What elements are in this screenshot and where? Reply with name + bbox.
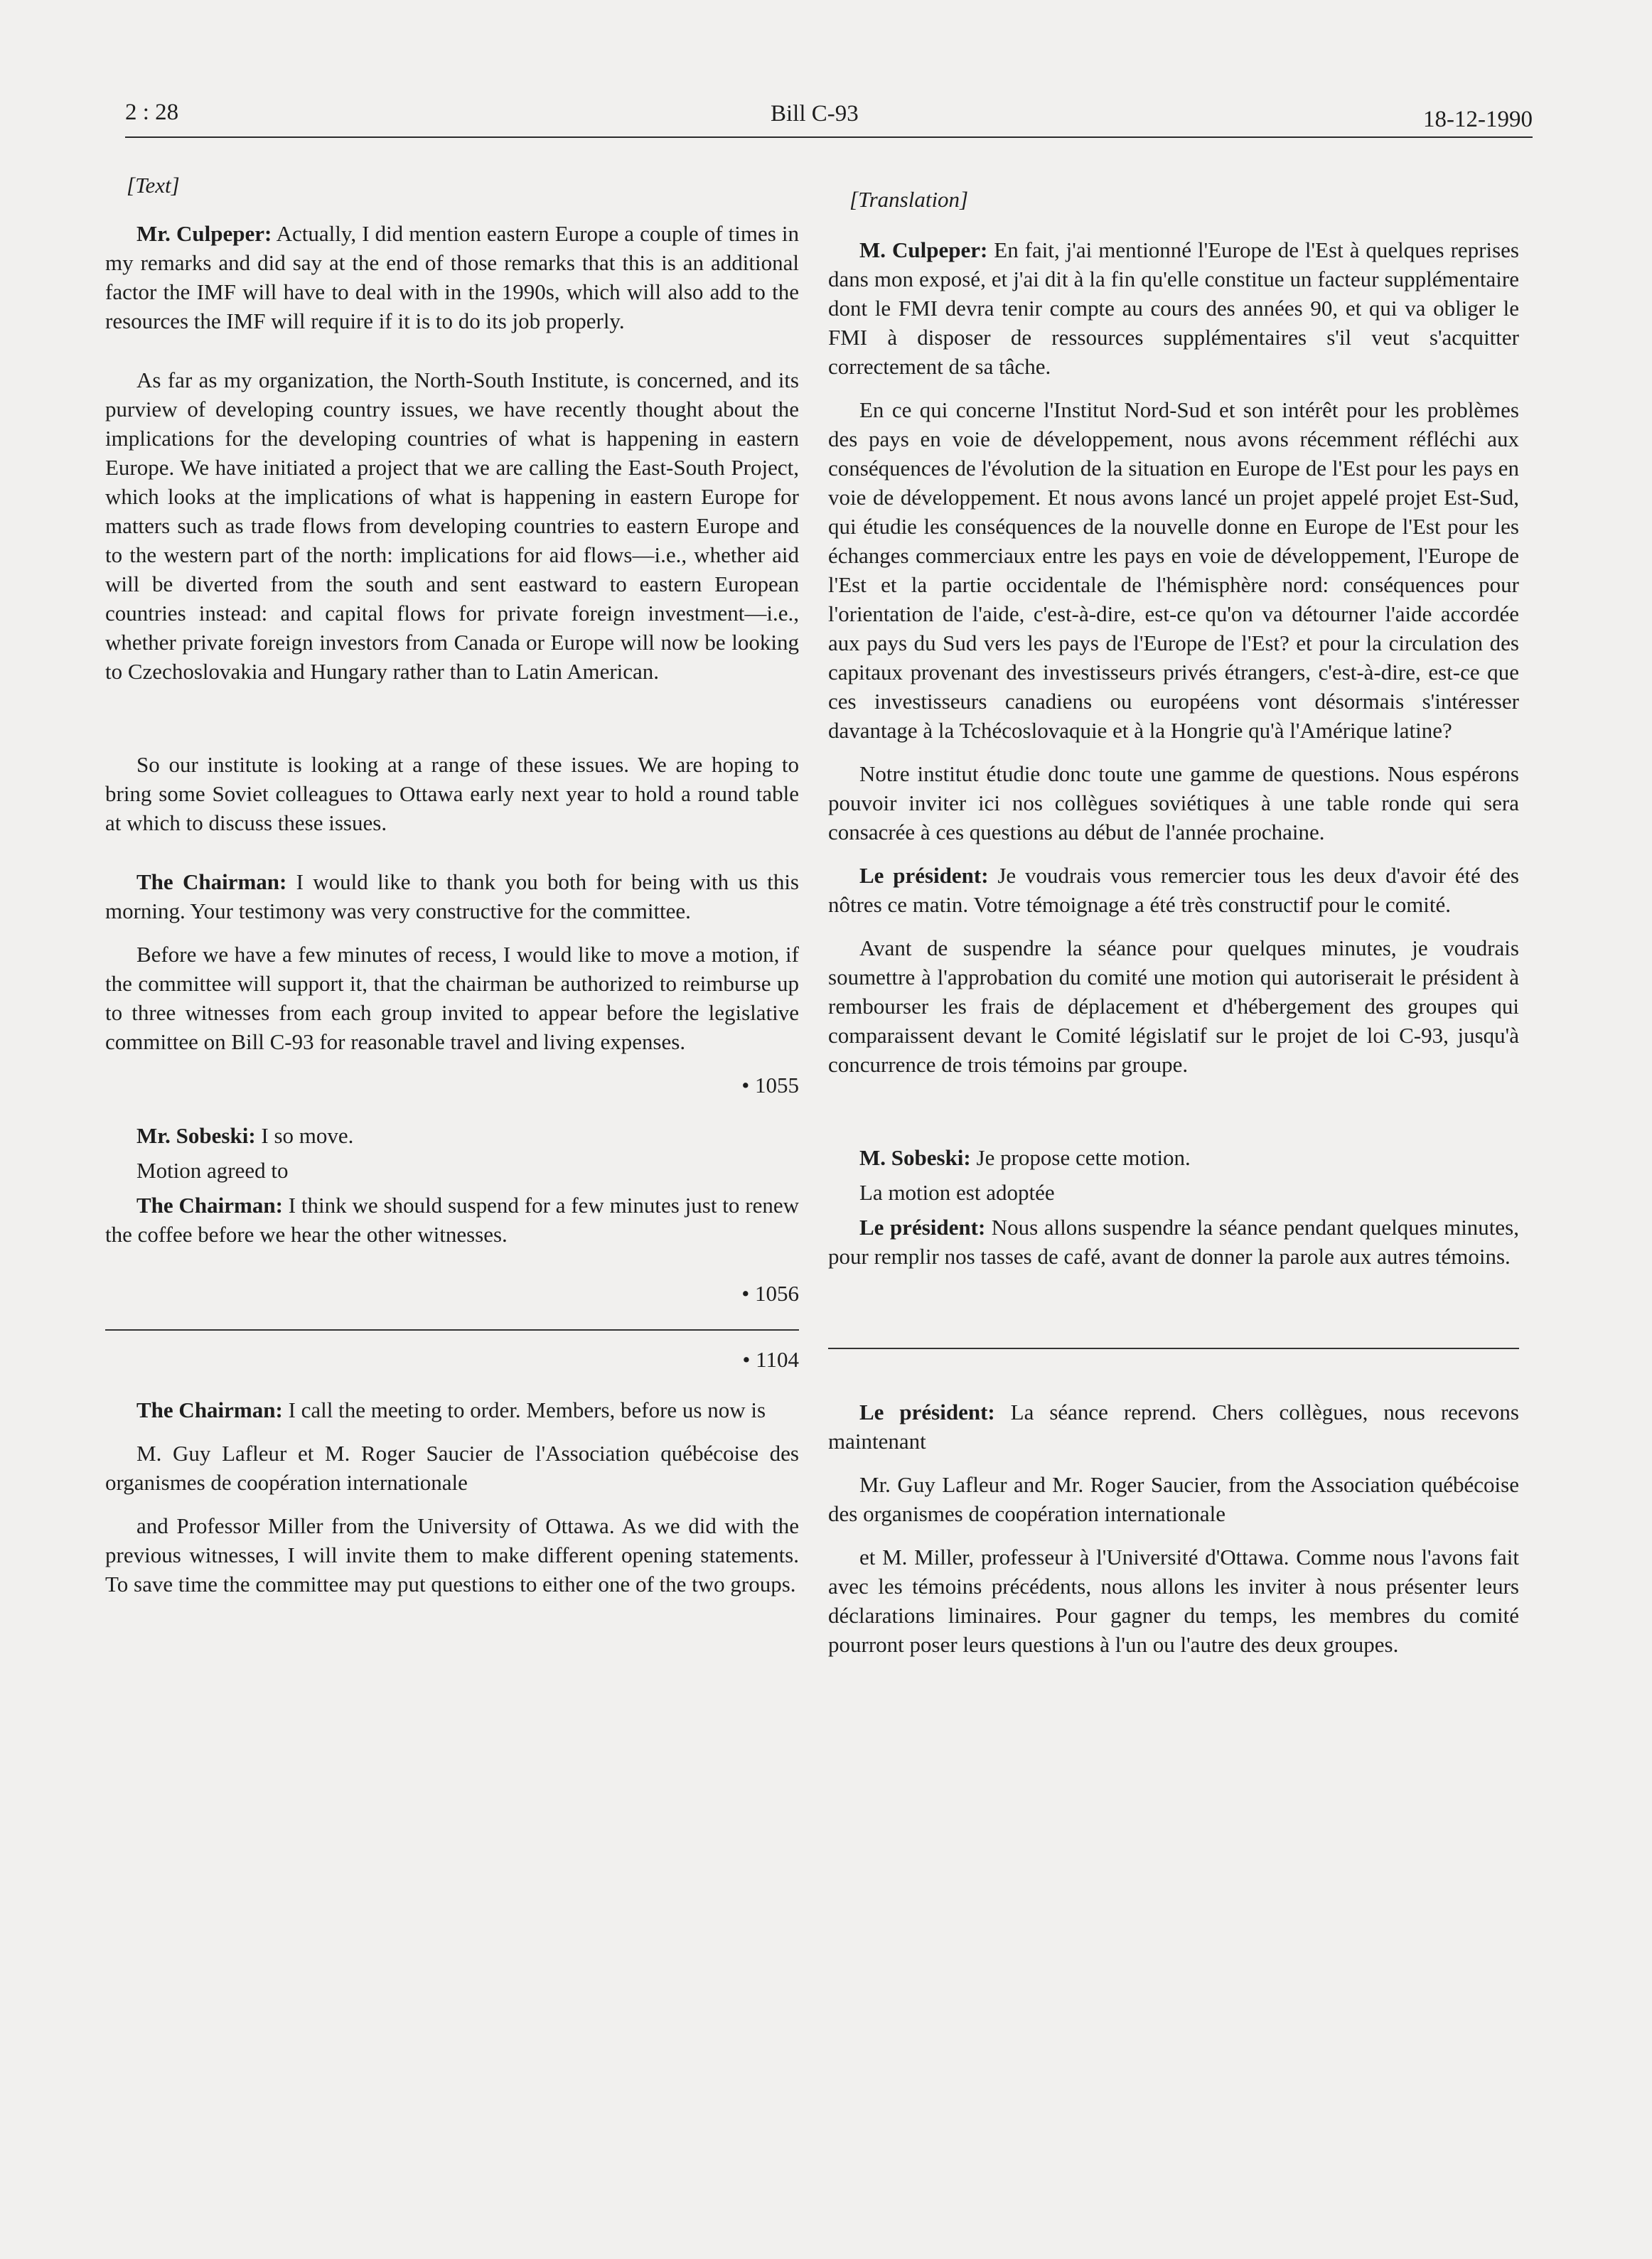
paragraph: La motion est adoptée — [859, 1180, 1055, 1205]
paragraph — [105, 1395, 799, 1424]
speech-text: Je propose cette motion. — [970, 1145, 1191, 1170]
translation-tag: [Translation] — [849, 187, 969, 212]
timestamp: • 1056 — [741, 1281, 799, 1306]
speech-text: Actually, I did mention eastern Europe a couple of times in my remarks and did say at the end of those remarks that this is an additional factor the IMF will have to deal with in the 1990s, which will also add to the resources the IMF will require if it is to do its job properly. — [105, 221, 800, 333]
speaker-name: Le président: — [859, 1400, 995, 1424]
paragraph — [105, 1121, 799, 1150]
timestamp: • 1055 — [741, 1073, 799, 1098]
paragraph — [105, 219, 799, 336]
speech-text: En fait, j'ai mentionné l'Europe de l'Est à quelques reprises dans mon exposé, et j'ai dit à la fin qu'elle constitue un facteur supplémentaire dont le FMI devra tenir compte au cours des années 90, et qui va obliger le FMI à disposer de ressources supplémentaires s'il veut s'acquitter correctement de sa tâche. — [828, 237, 1519, 379]
french-column — [828, 171, 1519, 1689]
paragraph: Motion agreed to — [136, 1158, 289, 1183]
page-header — [125, 94, 1533, 138]
speech-text: I call the meeting to order. Members, before us now is — [282, 1397, 766, 1422]
paragraph — [828, 861, 1519, 919]
speaker-name: Le président: — [859, 1215, 986, 1240]
speaker-name: Le président: — [859, 863, 989, 888]
paragraph: Before we have a few minutes of recess, I would like to move a motion, if the committee will support it, that the chairman be authorized to reimburse up to three witnesses from each group invited to appear before the legislative committee on Bill C-93 for reasonable travel and living expenses. — [105, 942, 799, 1054]
paragraph: So our institute is looking at a range of these issues. We are hoping to bring some Soviet colleagues to Ottawa early next year to hold a round table at which to discuss these issues. — [105, 752, 799, 835]
paragraph: M. Guy Lafleur et M. Roger Saucier de l'Association québécoise des organismes de coopération internationale — [105, 1441, 799, 1495]
bill-title: Bill C-93 — [771, 101, 859, 127]
speaker-name: The Chairman: — [136, 1193, 283, 1218]
speaker-name: The Chairman: — [136, 1397, 283, 1422]
header-date: 18-12-1990 — [1423, 107, 1533, 132]
timestamp: • 1104 — [742, 1347, 799, 1372]
paragraph: Mr. Guy Lafleur and Mr. Roger Saucier, from the Association québécoise des organismes de coopération internationale — [828, 1472, 1519, 1526]
paragraph: and Professor Miller from the University of Ottawa. As we did with the previous witnesses, I will invite them to make different opening statements. To save time the committee may put questions to either one of the two groups. — [105, 1513, 799, 1597]
spacer — [828, 1109, 1519, 1143]
paragraph: As far as my organization, the North-South Institute, is concerned, and its purview of developing country issues, we have recently thought about the implications for the developing countries of what is happening in eastern Europe. We have initiated a project that we are calling the East-South Project, which looks at the implications of what is happening in eastern Europe for matters such as trade flows from developing countries to eastern Europe and to the western part of the north: implications for aid flows—i.e., whether aid will be diverted from the south and sent eastward to eastern European countries instead: and capital flows for private foreign investment—i.e., whether private foreign investors from Canada or Europe will now be looking to Czechoslovakia and Hungary rather than to Latin American. — [105, 367, 799, 684]
speaker-name: Mr. Culpeper: — [136, 221, 272, 246]
paragraph — [105, 1191, 799, 1249]
speaker-name: M. Sobeski: — [859, 1145, 971, 1170]
paragraph: Avant de suspendre la séance pour quelques minutes, je voudrais soumettre à l'approbation du comité une motion qui autoriserait le président à rembourser les frais de déplacement et d'hébergement des groupes qui comparaissent devant le Comité législatif sur le projet de loi C-93, jusqu'à concurrence de trois témoins par groupe. — [828, 935, 1519, 1077]
divider — [105, 1329, 799, 1331]
speaker-name: The Chairman: — [136, 869, 287, 894]
speech-text: I would like to thank you both for being with us this morning. Your testimony was very constructive for the committee. — [105, 869, 799, 923]
divider — [828, 1348, 1519, 1349]
speech-text: I so move. — [255, 1123, 354, 1148]
paragraph: Notre institut étudie donc toute une gamme de questions. Nous espérons pouvoir inviter ici nos collègues soviétiques à une table ronde qui sera consacrée à ces questions au début de l'année prochaine. — [828, 761, 1519, 844]
speech-text: Nous allons suspendre la séance pendant quelques minutes, pour remplir nos tasses de café, avant de donner la parole aux autres témoins. — [828, 1215, 1519, 1269]
speech-text: La séance reprend. Chers collègues, nous recevons maintenant — [828, 1400, 1519, 1454]
paragraph — [828, 1143, 1519, 1172]
paragraph — [828, 1397, 1519, 1456]
paragraph: En ce qui concerne l'Institut Nord-Sud et son intérêt pour les problèmes des pays en voie de développement, nous avons récemment réfléchi aux conséquences de l'évolution de la situation en Europe de l'Est pour les pays en voie de développement. Et nous avons lancé un projet appelé projet Est-Sud, qui étudie les conséquences de la nouvelle donne en Europe de l'Est pour les échanges commerciaux entre les pays en voie de développement, l'Europe de l'Est et la partie occidentale de l'hémisphère nord: conséquences pour l'orientation de l'aide, c'est-à-dire, est-ce qu'on va détourner l'aide accordée aux pays du Sud vers les pays de l'Europe de l'Est? et pour la circulation des capitaux provenant des investisseurs privés étrangers, c'est-à-dire, est-ce que ces investisseurs canadiens ou européens vont désormais s'intéresser davantage à la Tchécoslovaquie et à la Hongrie qu'à l'Amérique latine? — [828, 397, 1519, 743]
english-column — [105, 171, 799, 1628]
speaker-name: M. Culpeper: — [859, 237, 988, 262]
page-number: 2 : 28 — [125, 100, 179, 125]
spacer — [828, 1363, 1519, 1397]
spacer — [105, 716, 799, 750]
paragraph — [105, 867, 799, 925]
paragraph — [828, 235, 1519, 381]
speech-text: Je voudrais vous remercier tous les deux d'avoir été des nôtres ce matin. Votre témoignage a été très constructif pour le comité. — [828, 863, 1519, 917]
speech-text: I think we should suspend for a few minutes just to renew the coffee before we hear the other witnesses. — [105, 1193, 799, 1247]
spacer — [828, 1301, 1519, 1335]
paragraph — [828, 1213, 1519, 1271]
text-tag: [Text] — [127, 173, 180, 198]
speaker-name: Mr. Sobeski: — [136, 1123, 256, 1148]
paragraph: et M. Miller, professeur à l'Université d'Ottawa. Comme nous l'avons fait avec les témoins précédents, nous allons les inviter à nous présenter leurs déclarations liminaires. Pour gagner du temps, les membres du comité pourront poser leurs questions à l'un ou l'autre des deux groupes. — [828, 1545, 1519, 1657]
